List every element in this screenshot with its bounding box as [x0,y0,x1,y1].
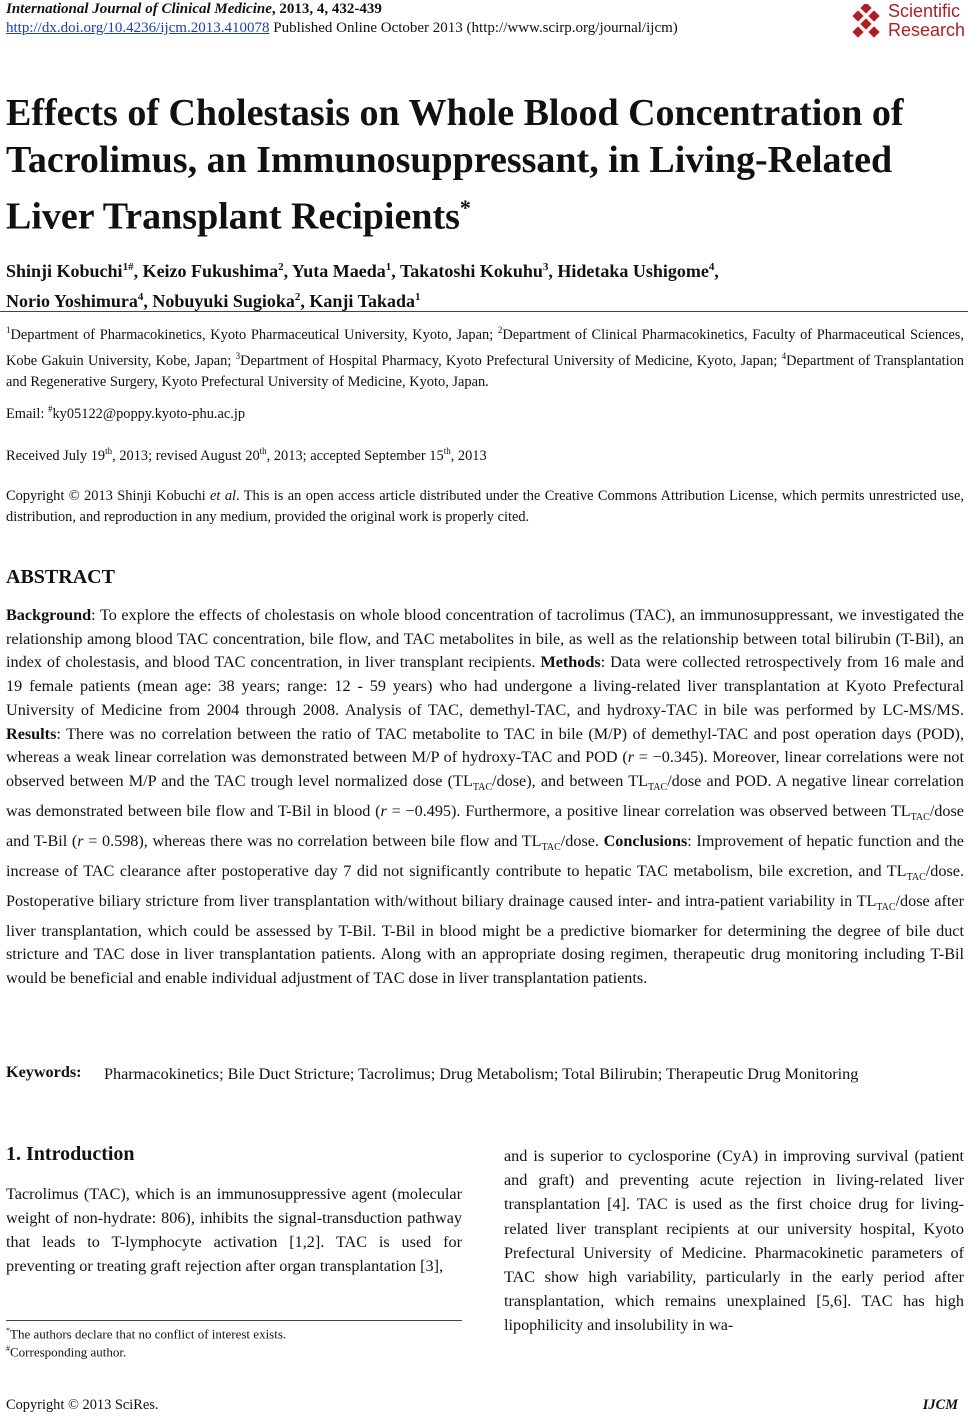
footnote-conflict: *The authors declare that no conflict of interest exists. [6,1326,287,1342]
scientific-research-logo [848,2,968,46]
header-divider [0,311,968,312]
footer-journal-abbrev: IJCM [922,1397,958,1413]
title-line-2: Tacrolimus, an Immunosuppressant, in Living-Related [6,139,893,181]
copyright-notice: Copyright © 2013 Shinji Kobuchi et al. This is an open access article distributed under the Creative Commons Attribution License, which permits unrestricted use, distribution, and reproduction in any medium, provided the original work is properly cited. [6,488,965,525]
article-title [6,90,956,241]
title-line-3: Liver Transplant Recipients* [6,195,471,238]
abstract-body: Background: To explore the effects of cholestasis on whole blood concentration of tacrolimus (TAC), an immunosuppressant, we investigated the relationship among blood TAC concentration, bile flow, and TAC metabolites in bile, as well as the relationship between total bilirubin (T-Bil), an index of cholestasis, and blood TAC concentration, in liver transplant recipients. Methods: Data were collected retrospectively from 16 male and 19 female patients (mean age: 38 years; range: 12 - 59 years) who had undergone a living-related liver transplantation at Kyoto Prefectural University of Medicine from 2004 through 2008. Analysis of TAC, demethyl-TAC, and hydroxy-TAC in bile was performed by LC-MS/MS. Results: There was no correlation between the ratio of TAC metabolite to TAC in bile (M/P) of demethyl-TAC and post operation days (POD), whereas a weak linear correlation was demonstrated between M/P of hydroxy-TAC and POD (r = −0.345). Moreover, linear correlations were not observed between M/P and the TAC trough level normalized dose $(TL_{TAC}/dose)$, and between $TL_{TAC}$/dose and POD. A negative linear correlation was demonstrated between bile flow and T-Bil in blood (r = −0.495). Furthermore, a positive linear correlation was observed between $TL_{TAC}$/dose and T-Bil (r = 0.598), whereas there was no correlation between bile flow and $TL_{TAC}$/dose. Conclusions: Improvement of hepatic function and the increase of TAC clearance after postoperative day 7 did not significantly contribute to hepatic TAC metabolism, bile excretion, and $TL_{TAC}$/dose. Postoperative biliary stricture from liver transplantation with/without biliary drainage caused inter- and intra-patient variability in $TL_{TAC}$/dose after liver transplantation, which could be assessed by T-Bil. T-Bil in blood might be a predictive biomarker for determining the degree of bile duct stricture and TAC dose in liver transplantation patients. Along with an appropriate dosing regimen, therapeutic drug monitoring including T-Bil would be beneficial and enable individual adjustment of TAC dose in liver transplantation patients. [6,606,965,988]
abstract-heading: ABSTRACT [6,566,115,588]
author-list [6,254,956,314]
logo-mark-icon [848,4,884,44]
author-line-2: Norio Yoshimura$^4$, Nobuyuki Sugioka$^2$, Kanji Takada$^1$ [6,291,421,311]
journal-name: International Journal of Clinical Medicine [6,1,272,17]
affiliations: $^1$Department of Pharmacokinetics, Kyoto Pharmaceutical University, Kyoto, Japan; $^2$Department of Clinical Pharmacokinetics, Faculty of Pharmaceutical Sciences, Kobe Gakuin University, Kobe, Japan; $^3$Department of Hospital Pharmacy, Kyoto Prefectural University of Medicine, Kyoto, Japan; $^4$Department of Transplantation and Regenerative Surgery, Kyoto Prefectural University of Medicine, Kyoto, Japan. [6,325,964,390]
logo-line-1: Scientific [888,1,961,21]
email-address[interactable]: ky05122@poppy.kyoto-phu.ac.jp [52,405,246,422]
received-dates: Received July 19th, 2013; revised August 20th, 2013; accepted September 15th, 2013 [6,446,487,464]
doi-line [6,20,678,37]
title-line-1: Effects of Cholestasis on Whole Blood Concentration of [6,92,904,134]
footnote-divider [6,1320,462,1321]
journal-header [6,1,382,18]
introduction-heading: 1. Introduction [6,1143,135,1165]
introduction-right-column: and is superior to cyclosporine (CyA) in improving survival (patient and graft) and preventing acute rejection in living-related liver transplantation [4]. TAC is used as the first choice drug for living-related liver transplant recipients at our university hospital, Kyoto Prefectural University of Medicine. Pharmacokinetic parameters of TAC show high variability, particularly in the early period after transplantation, which remains unexplained [5,6]. TAC has high lipophilicity and insolubility in wa- [504,1147,964,1335]
logo-line-2: Research [888,20,966,40]
logo-text [888,2,965,40]
keywords-label: Keywords: [6,1063,82,1081]
footer-copyright: Copyright © 2013 SciRes. [6,1397,159,1413]
author-line-1: Shinji Kobuchi$^{1\#}$, Keizo Fukushima$^2$, Yuta Maeda$^1$, Takatoshi Kokuhu$^3$, Hidetaka Ushigome$^4$, [6,261,719,281]
journal-details: , 2013, 4, 432-439 [271,1,382,17]
title-footnote-mark: * [459,195,471,220]
keywords-text: Pharmacokinetics; Bile Duct Stricture; Tacrolimus; Drug Metabolism; Total Bilirubin; Therapeutic Drug Monitoring [104,1065,859,1083]
published-note: Published Online October 2013 (http://www.scirp.org/journal/ijcm) [269,20,678,36]
contact-email: Email: #ky05122@poppy.kyoto-phu.ac.jp [6,404,246,422]
introduction-left-column: Tacrolimus (TAC), which is an immunosuppressive agent (molecular weight of non-hydrate: 806), inhibits the signal-transduction pathway that leads to T-lymphocyte activation [1,2]. TAC is used for preventing or treating graft rejection after organ transplantation [3], [6,1185,462,1275]
footnote-corresponding: #Corresponding author. [6,1344,127,1360]
doi-link[interactable]: http://dx.doi.org/10.4236/ijcm.2013.410078 [6,20,270,36]
